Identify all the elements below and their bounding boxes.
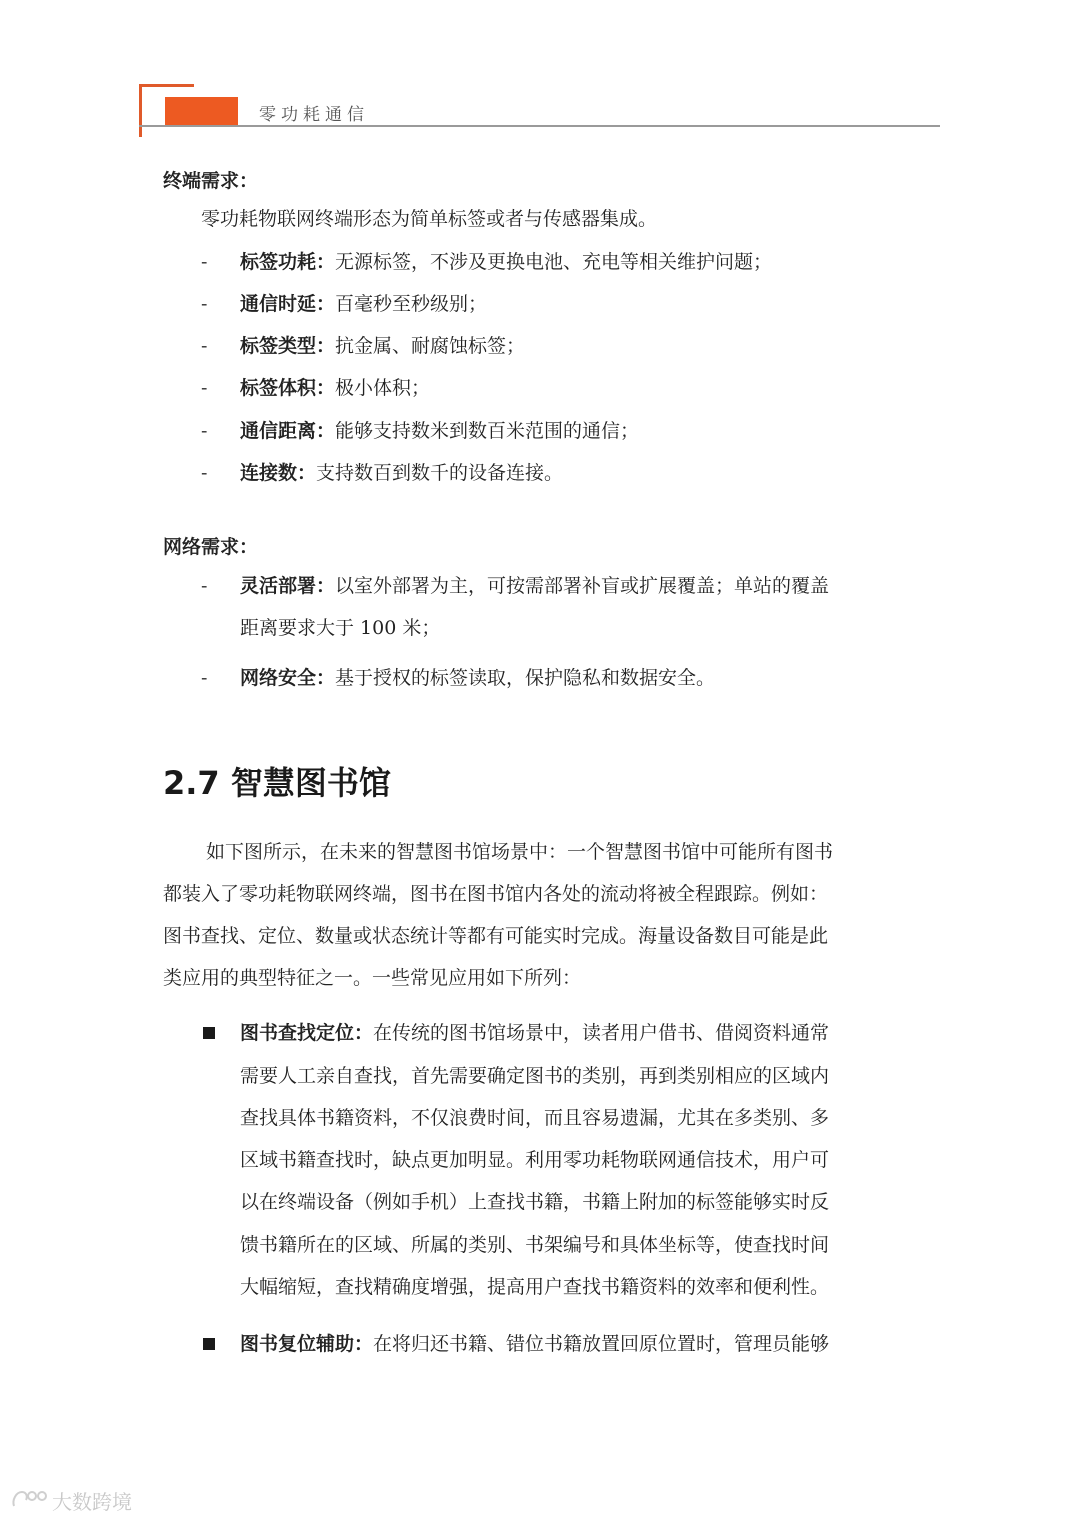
- bullet-text: 在将归还书籍、错位书籍放置回原位置时，管理员能够: [373, 1333, 830, 1355]
- list-item: [240, 333, 525, 359]
- dash-bullet: -: [201, 335, 208, 357]
- item-term: 通信时延：: [240, 293, 336, 315]
- paragraph-line: 都装入了零功耗物联网终端，图书在图书馆内各处的流动将被全程跟踪。例如：: [163, 883, 829, 905]
- bullet-continuation: 馈书籍所在的区域、所属的类别、书架编号和具体坐标等，使查找时间: [240, 1234, 830, 1256]
- item-term: 网络安全：: [240, 667, 336, 689]
- watermark-logo-icon: [10, 1486, 50, 1512]
- paragraph-line: 类应用的典型特征之一。一些常见应用如下所列：: [163, 967, 582, 989]
- dash-bullet: -: [201, 667, 208, 689]
- paragraph-line: 如下图所示，在未来的智慧图书馆场景中：一个智慧图书馆中可能所有图书: [206, 841, 834, 863]
- square-bullet-icon: [203, 1027, 215, 1039]
- bullet-continuation: 需要人工亲自查找，首先需要确定图书的类别，再到类别相应的区域内: [240, 1065, 830, 1087]
- item-text: 抗金属、耐腐蚀标签；: [335, 335, 526, 357]
- item-term: 标签功耗：: [240, 251, 336, 273]
- watermark-text: 大数跨境: [52, 1490, 132, 1514]
- list-item: [240, 249, 772, 275]
- bullet-continuation: 查找具体书籍资料，不仅浪费时间，而且容易遗漏，尤其在多类别、多: [240, 1107, 830, 1129]
- dash-bullet: -: [201, 377, 208, 399]
- list-item: [240, 375, 430, 401]
- item-text: 能够支持数米到数百米范围的通信；: [335, 420, 640, 442]
- terminal-intro: 零功耗物联网终端形态为简单标签或者与传感器集成。: [201, 208, 658, 230]
- paragraph-line: 图书查找、定位、数量或状态统计等都有可能实时完成。海量设备数目可能是此: [163, 925, 829, 947]
- header-rule: [139, 125, 940, 127]
- section-heading: 2.7 智慧图书馆: [163, 764, 391, 802]
- dash-bullet: -: [201, 293, 208, 315]
- network-requirements-label: 网络需求：: [163, 536, 259, 558]
- bullet-continuation: 区域书籍查找时，缺点更加明显。利用零功耗物联网通信技术，用户可: [240, 1149, 830, 1171]
- item-term: 通信距离：: [240, 420, 336, 442]
- dash-bullet: -: [201, 251, 208, 273]
- list-item: [240, 418, 639, 444]
- item-text: 百毫秒至秒级别；: [335, 293, 488, 315]
- bullet-item: [240, 1331, 829, 1357]
- item-text: 极小体积；: [335, 377, 431, 399]
- list-item: [240, 291, 487, 317]
- item-text: 以室外部署为主，可按需部署补盲或扩展覆盖；单站的覆盖: [335, 575, 830, 597]
- item-text: 基于授权的标签读取，保护隐私和数据安全。: [335, 667, 716, 689]
- item-term: 标签体积：: [240, 377, 336, 399]
- bullet-continuation: 大幅缩短，查找精确度增强，提高用户查找书籍资料的效率和便利性。: [240, 1276, 830, 1298]
- bullet-term: 图书复位辅助：: [240, 1333, 374, 1355]
- terminal-requirements-label: 终端需求：: [163, 170, 259, 192]
- dash-bullet: -: [201, 420, 208, 442]
- running-header-title: 零功耗通信: [259, 105, 369, 125]
- bullet-item: [240, 1020, 829, 1046]
- bullet-term: 图书查找定位：: [240, 1022, 374, 1044]
- header-accent-block: [165, 97, 238, 127]
- item-text: 支持数百到数千的设备连接。: [316, 462, 564, 484]
- list-item: [240, 460, 563, 486]
- item-term: 连接数：: [240, 462, 317, 484]
- bullet-text: 在传统的图书馆场景中，读者用户借书、借阅资料通常: [373, 1022, 830, 1044]
- list-item: [240, 665, 715, 691]
- item-continuation: 距离要求大于 100 米；: [240, 617, 441, 639]
- square-bullet-icon: [203, 1338, 215, 1350]
- dash-bullet: -: [201, 575, 208, 597]
- dash-bullet: -: [201, 462, 208, 484]
- list-item: [240, 573, 829, 599]
- item-term: 灵活部署：: [240, 575, 336, 597]
- item-text: 无源标签，不涉及更换电池、充电等相关维护问题；: [335, 251, 773, 273]
- bullet-continuation: 以在终端设备（例如手机）上查找书籍，书籍上附加的标签能够实时反: [240, 1191, 830, 1213]
- item-term: 标签类型：: [240, 335, 336, 357]
